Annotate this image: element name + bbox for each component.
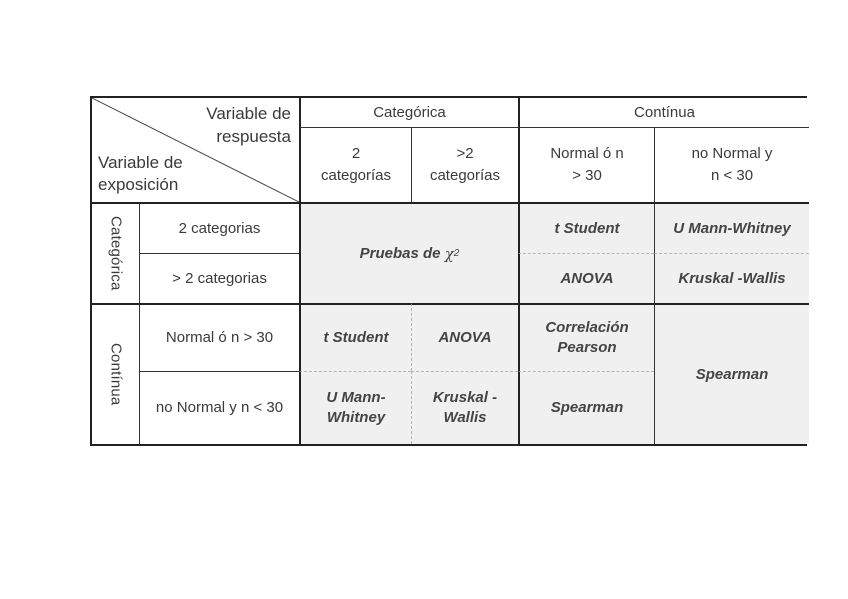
header-continua: Contínua (518, 98, 809, 127)
header-categorica: Categórica (299, 98, 518, 127)
cell-r4-u-mann-whitney: U Mann- Whitney (299, 371, 411, 444)
row-label-2-categorias: 2 categorias (139, 202, 299, 253)
cell-pruebas-chi2 (299, 202, 518, 303)
subheader-gt2-categorias: >2 categorías (411, 127, 518, 202)
response-variable-label: Variable de respuesta (206, 104, 291, 146)
row-label-gt2-categorias: > 2 categorias (139, 253, 299, 303)
exposure-variable-label: Variable de exposición (98, 153, 183, 194)
rowgroup-continua (92, 303, 139, 444)
cell-r3-t-student: t Student (299, 303, 411, 371)
cell-r1-t-student: t Student (518, 202, 654, 253)
chi-exponent: 2 (453, 247, 460, 259)
cell-r1-u-mann-whitney: U Mann-Whitney (654, 202, 809, 253)
rowgroup-continua-label: Contínua (107, 343, 125, 406)
cell-r2-kruskal-wallis: Kruskal -Wallis (654, 253, 809, 303)
subheader-normal: Normal ó n > 30 (518, 127, 654, 202)
row-label-normal: Normal ó n > 30 (139, 303, 299, 371)
cell-r4-kruskal-wallis: Kruskal - Wallis (411, 371, 518, 444)
statistical-tests-table (90, 96, 807, 446)
subheader-no-normal: no Normal y n < 30 (654, 127, 809, 202)
cell-r2-anova: ANOVA (518, 253, 654, 303)
cell-r3-anova: ANOVA (411, 303, 518, 371)
cell-r34-spearman: Spearman (654, 303, 809, 444)
rowgroup-categorica-label: Categórica (107, 216, 125, 291)
chi-prefix: Pruebas de (359, 244, 441, 262)
corner-header (92, 98, 299, 202)
row-label-no-normal: no Normal y n < 30 (139, 371, 299, 444)
rowgroup-categorica (92, 202, 139, 303)
cell-r3-correlacion-pearson: Correlación Pearson (518, 303, 654, 371)
chi-symbol: χ (444, 244, 454, 263)
cell-r4-spearman: Spearman (518, 371, 654, 444)
subheader-2-categorias: 2 categorías (299, 127, 411, 202)
